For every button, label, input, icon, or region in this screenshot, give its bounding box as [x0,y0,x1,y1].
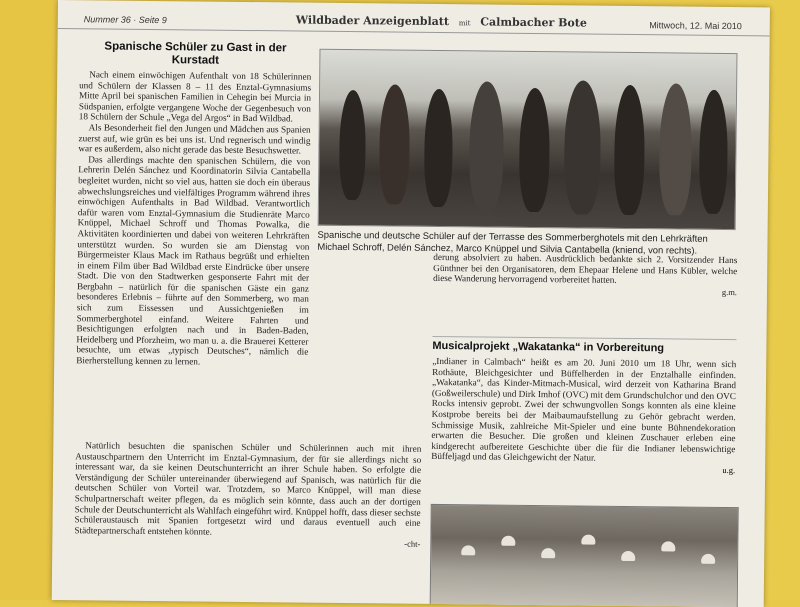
article-body [76,69,311,376]
photo-figure [469,81,504,211]
masthead-mit: mit [458,19,471,28]
article-paragraph: Nach einem einwöchigen Aufenthalt von 18 Schülerinnen und Schülern der Klassen 8 – 11 des Enztal-Gymnasiums Mitte April bei spanischen Familien in Cehegin bei Murcia in Südspanien, erfolgte vergangene Woche der Gegenbesuch von 18 Schülern der Schule „Vega del Argos“ in Bad Wildbad. [78,69,312,124]
author-sign: u.g. [722,464,736,476]
photo-cap [501,536,515,546]
photo-cap [581,535,595,545]
masthead-title: Wildbader Anzeigenblatt [295,13,450,29]
photo-cap [461,545,475,555]
issue-number: Nummer 36 · Seite 9 [83,14,167,26]
article-headline: Spanische Schüler zu Gast in der Kurstadt [104,40,287,67]
photo-figure [659,83,692,215]
photo-cap [541,548,555,558]
photo-cap [701,554,715,564]
photo-figure [379,84,410,204]
photo-figure [564,80,601,214]
article-paragraph: „Indianer in Calmbach“ heißt es am 20. Juni 2010 um 18 Uhr, wenn sich Rothäute, Bleichgesichter und Büffelherden in der Enztalhalle einfinden. „Wakatanka“, das Kinder-Mitmach-Musical, wird derzeit von Katharina Brand (Goßweilerschule) und Dirk Imhof (OVC) mit dem Grundschulchor und den OVC Rocks intensiv geprobt. Zwei der schwungvollen Songs konnten als eine kleine Kostprobe bereits bei der Maibaumaufstellung zu Gehör gebracht werden. Schmissige Musik, zahlreiche Mit-Spieler und eine bunte Bühnendekoration erwarten die Besucher. Die großen und kleinen Zuschauer erleben eine kindgerecht aufbereitete Geschichte über die für die Indianer lebenswichtige Büffeljagd und das Gleichgewicht der Natur. [431,355,737,464]
article-paragraph: Als Besonderheit fiel den Jungen und Mädchen aus Spanien zuerst auf, wie grün es bei uns ist. Und regnerisch und windig war es außerdem, also nicht gerade das beste Besuchswetter. [78,122,311,156]
issue-date: Mittwoch, 12. Mai 2010 [649,20,742,32]
photo-figure [339,90,366,200]
photo-figure [424,89,453,207]
photo-figure [699,90,728,214]
article-paragraph: derung absolviert zu haben. Ausdrücklich bedankte sich 2. Vorsitzender Hans Günthner bei den Organisatoren, dem Ehepaar Helene und Hans Kübler, welche diese Wanderung hervorragend vorbereitet hatten. [433,251,738,286]
article-spanish-students-col1 [76,40,311,376]
photo-caption: Spanische und deutsche Schüler auf der Terrasse des Sommerberghotels mit den Lehrkräften Michael Schroff, Delén Sánchez, Marco Knüppel und Silvia Cantabella (kniend, von rechts). [317,228,708,256]
photo-cap [621,551,635,561]
photo-figure [614,85,645,215]
article-paragraph: Das allerdings machte den spanischen Schülern, die von Lehrerin Delén Sánchez und Koordinatorin Silvia Cantabella begleitet wurden, nicht so viel aus, hatten sie doch ein überaus abwechslungsreiches und vielfältiges Programm während ihres einwöchigen Aufenthalts in Bad Wildbad. Verantwortlich dafür waren vom Enztal-Gymnasium die Studienräte Marco Knüppel, Michael Schroff und Thomas Powalka, die Aktivitäten koordinierten und dabei von weiteren Lehrkräften unterstützt wurden. So wurden sie am Dienstag von Bürgermeister Klaus Mack im Rathaus begrüßt und erhielten in einem Film über Bad Wildbad erste Eindrücke über unsere Stadt. Die von den Stadtwerken gesponserte Fahrt mit der Bergbahn – natürlich für die spanischen Gäste ein ganz besonderes Erlebnis – führte auf den Sommerberg, wo man sich zum Eissessen und Aussichtgenießen im Sommerberghotel einfand. Weitere Fahrten und Besichtigungen erfolgten nach und in Baden-Baden, Heidelberg und Pforzheim, wo man u. a. die Brauerei Ketterer besuchte, um etwas „typisch Deutsches“, nämlich die Bierherstellung kennen zu lernen. [76,154,311,367]
article-body [431,356,736,465]
musical-photo [430,504,739,607]
photo-figure [519,88,550,212]
page-header [58,10,770,36]
article-wakatanka [431,336,736,475]
article-paragraph: Natürlich besuchten die spanischen Schüler und Schülerinnen auch mit ihren Austauschpartnern den Unterricht im Enztal-Gymnasium, der für sie allerdings nicht so interessant war, da sie keinen Deutschunterricht an ihrer Schule haben. So erfolgte die Verständigung der Schüler untereinander überwiegend auf Spanisch, was natürlich für die deutschen Schüler von Vorteil war. Trotzdem, so Marco Knüppel, will man diese Schulpartnerschaft weiter pflegen, da es möglich sein könnte, dass auch an der dortigen Schule der Deutschunterricht als Wahlfach eingeführt wird. Knüppel hofft, dass dieser sechste Schüleraustausch mit Spanien fortgesetzt wird und daraus eventuell auch eine Städtepartnerschaft entstehen könnte. [74,440,422,537]
article-previous-tail [433,252,737,298]
photo-cap [661,541,675,551]
author-sign: g.m. [721,286,738,297]
masthead-partner: Calmbacher Bote [480,15,587,30]
author-sign: -cht- [404,539,421,550]
article-headline: Musicalprojekt „Wakatanka“ in Vorbereitung [432,339,665,355]
masthead [296,13,587,29]
newspaper-page [52,0,770,607]
group-photo [318,49,738,230]
article-spanish-students-continued [74,440,421,550]
